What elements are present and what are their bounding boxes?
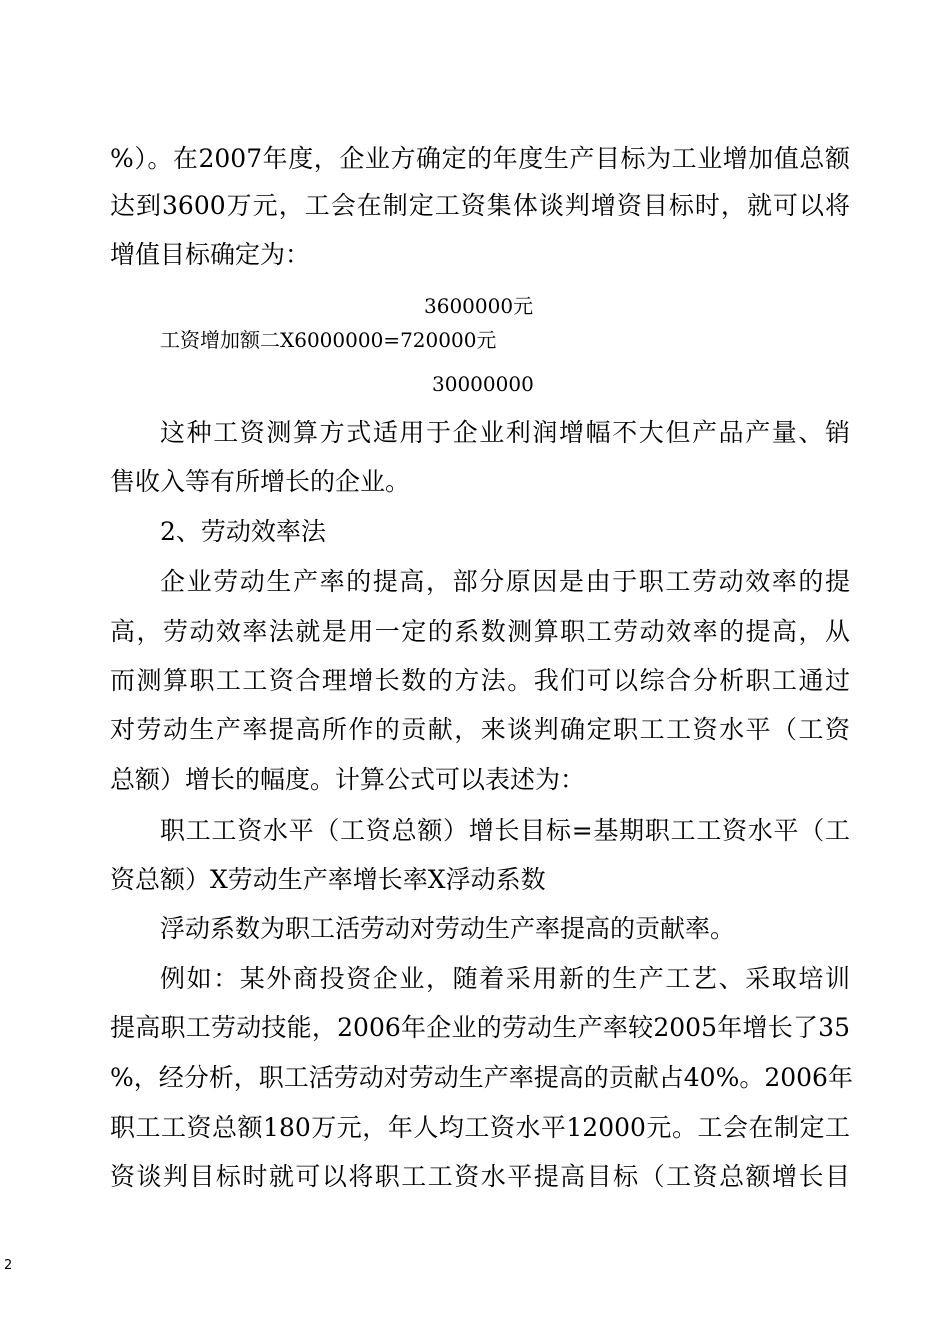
paragraph-line: 达到3600万元，工会在制定工资集体谈判增资目标时，就可以将 (110, 191, 850, 220)
paragraph-line: %）。在2007年度，企业方确定的年度生产目标为工业增加值总额 (110, 144, 850, 173)
formula-numerator: 3600000元 (424, 294, 534, 318)
paragraph-line: 职工工资总额180万元，年人均工资水平12000元。工会在制定工 (110, 1113, 850, 1142)
paragraph-line: 提高职工劳动技能，2006年企业的劳动生产率较2005年增长了35 (110, 1013, 850, 1042)
paragraph-line: 总额）增长的幅度。计算公式可以表述为： (110, 765, 586, 794)
page-number: 2 (4, 1258, 13, 1273)
formula-denominator: 30000000 (432, 372, 534, 396)
paragraph-line: 职工工资水平（工资总额）增长目标=基期职工工资水平（工 (160, 816, 850, 845)
paragraph-line: 高，劳动效率法就是用一定的系数测算职工劳动效率的提高，从 (110, 617, 850, 646)
paragraph-line: 对劳动生产率提高所作的贡献，来谈判确定职工工资水平（工资 (110, 715, 850, 744)
paragraph-line: 资总额）X劳动生产率增长率X浮动系数 (110, 865, 546, 894)
paragraph-line: 浮动系数为职工活劳动对劳动生产率提高的贡献率。 (160, 914, 736, 943)
paragraph-line: 企业劳动生产率的提高，部分原因是由于职工劳动效率的提 (160, 567, 850, 596)
formula-main: 工资增加额二X6000000=720000元 (160, 328, 497, 352)
paragraph-line: 售收入等有所增长的企业。 (110, 467, 411, 496)
paragraph-line: 资谈判目标时就可以将职工工资水平提高目标（工资总额增长目 (110, 1162, 850, 1191)
paragraph-line: %，经分析，职工活劳动对劳动生产率提高的贡献占40%。2006年 (110, 1063, 853, 1092)
paragraph-line: 这种工资测算方式适用于企业利润增幅不大但产品产量、销 (160, 418, 850, 447)
section-heading: 2、劳动效率法 (160, 517, 326, 546)
paragraph-line: 增值目标确定为： (110, 240, 311, 269)
paragraph-line: 例如：某外商投资企业，随着采用新的生产工艺、采取培训 (160, 964, 850, 993)
paragraph-line: 而测算职工工资合理增长数的方法。我们可以综合分析职工通过 (110, 666, 850, 695)
